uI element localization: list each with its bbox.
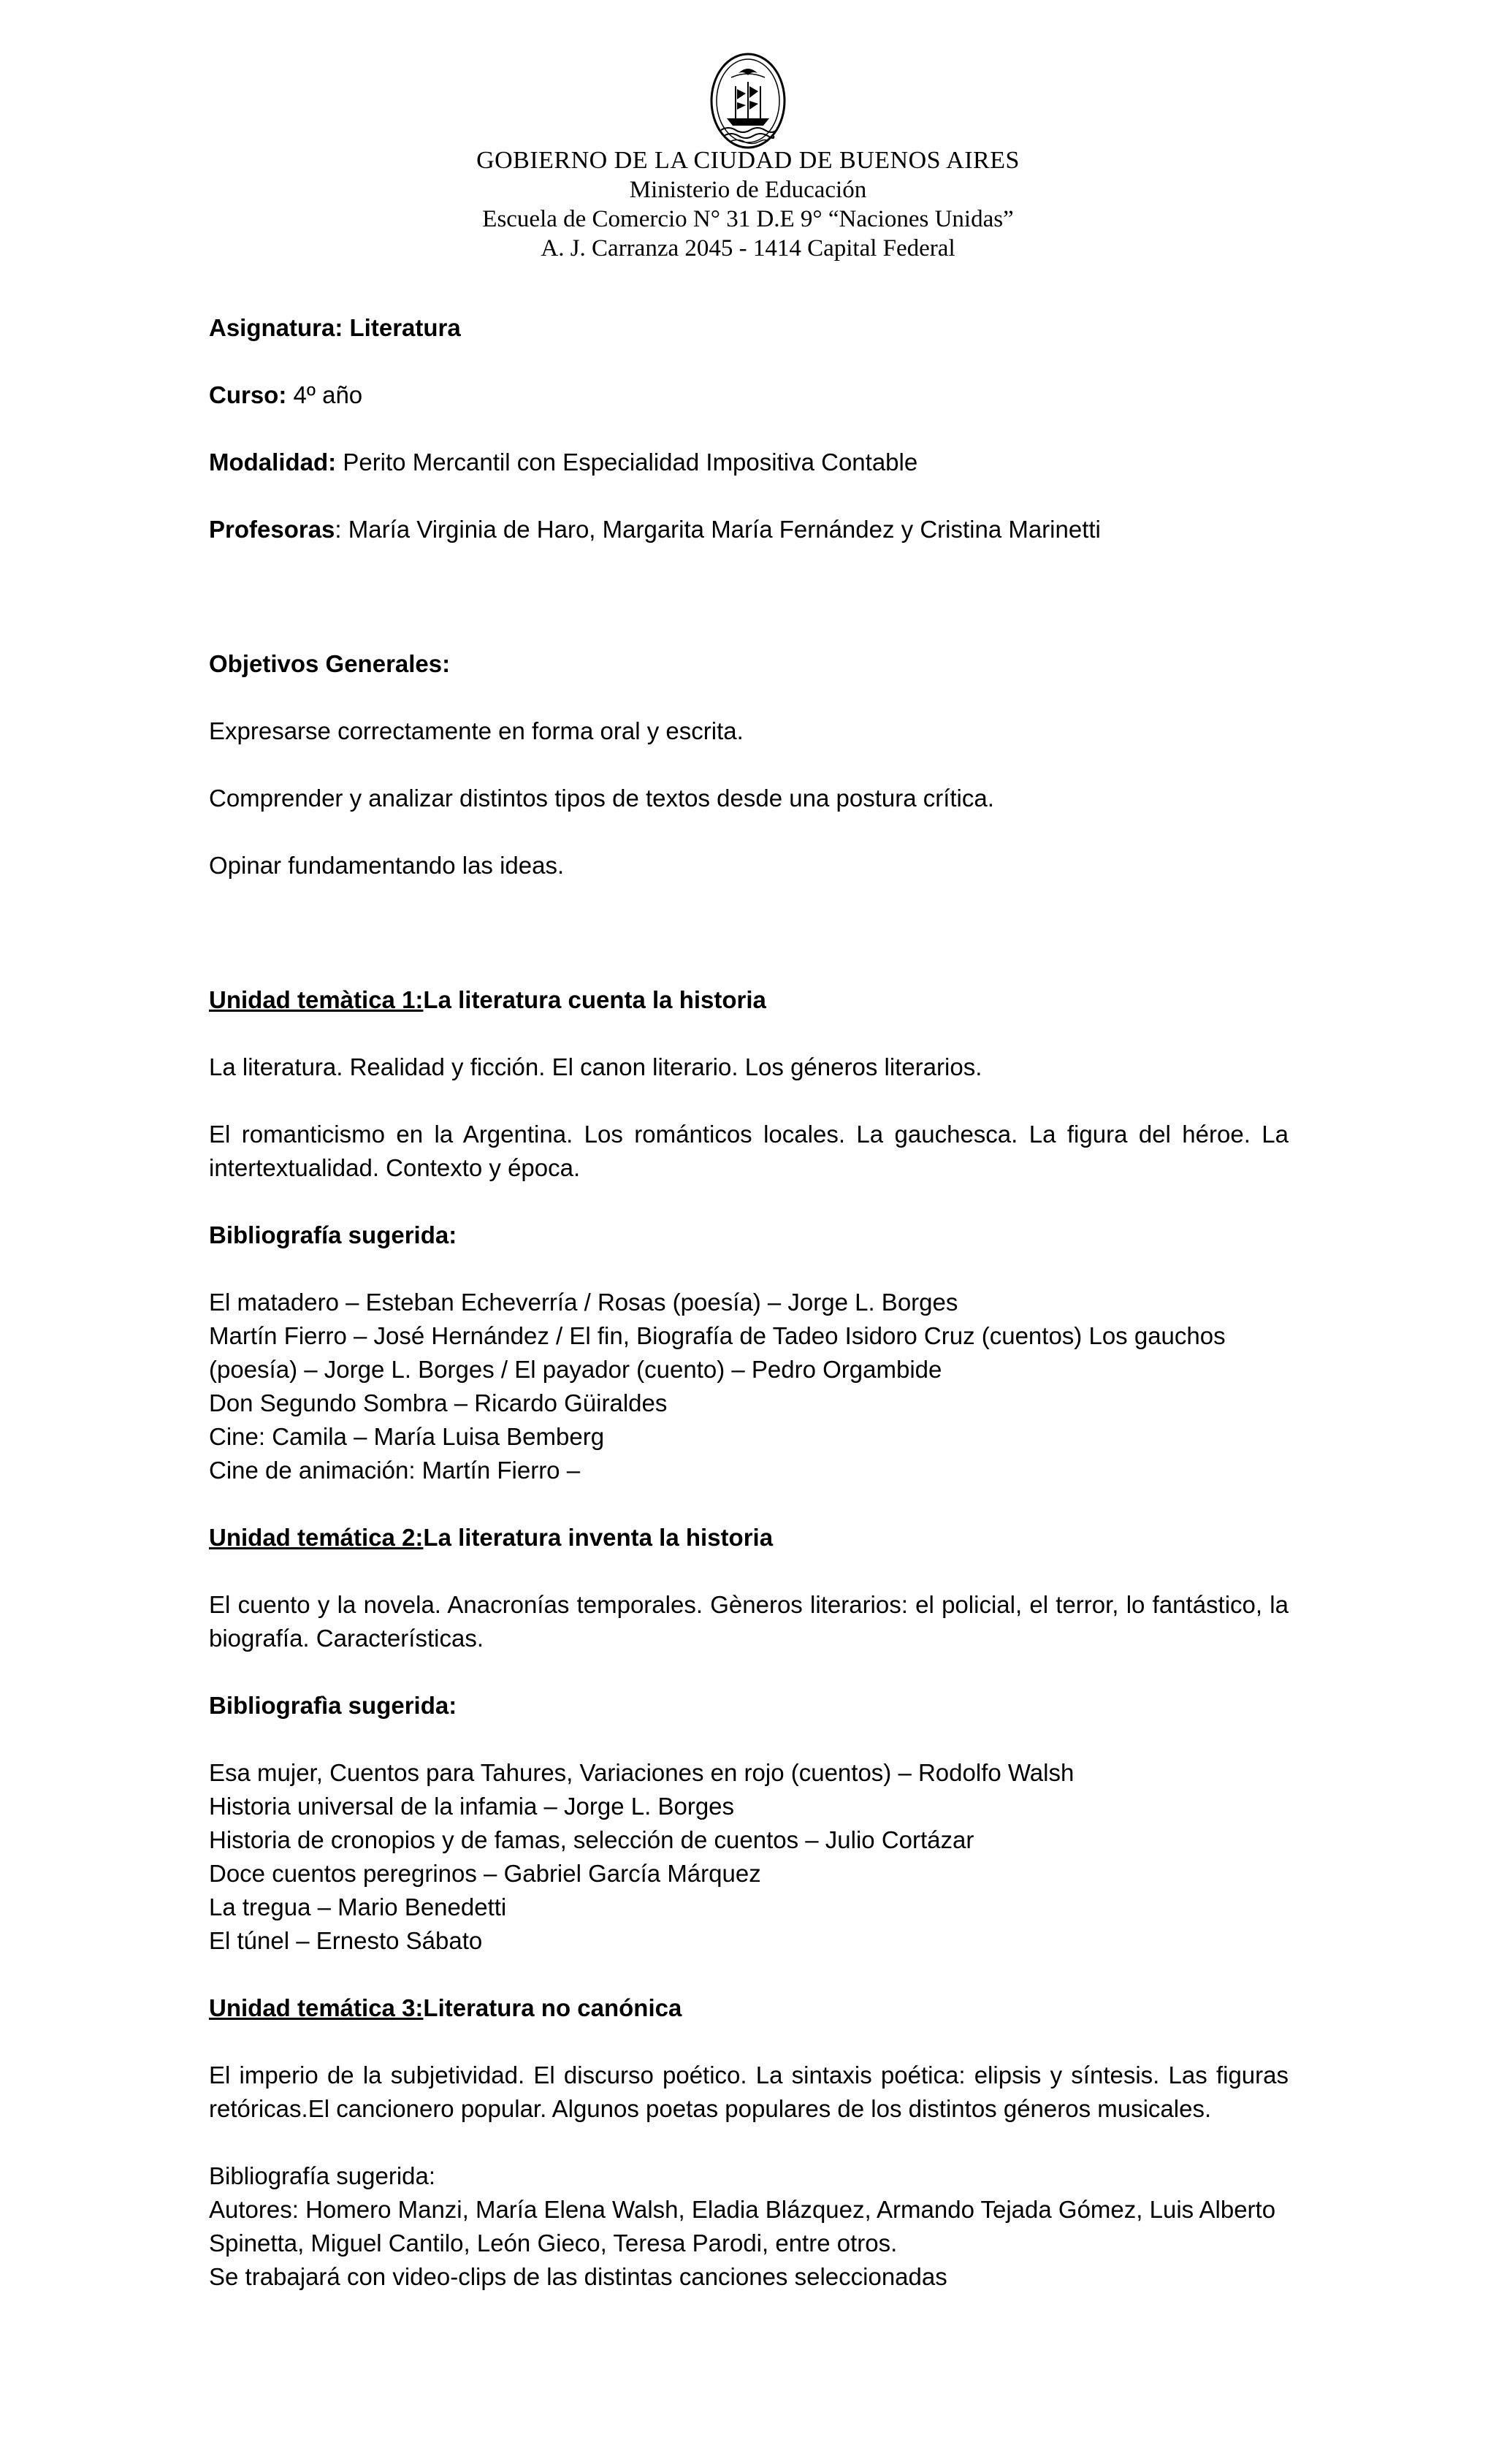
bibliography-item: Historia de cronopios y de famas, selección de cuentos – Julio Cortázar xyxy=(209,1826,974,1853)
ministry-name: Ministerio de Educación xyxy=(629,177,867,203)
subject-line: Asignatura: Literatura xyxy=(209,314,461,341)
objective-item: Expresarse correctamente en forma oral y escrita. xyxy=(209,717,744,744)
unit-1-bibliography-list xyxy=(209,1286,1289,1487)
unit-2-bibliography-list xyxy=(209,1756,1289,1958)
modality-value: Perito Mercantil con Especialidad Impositiva Contable xyxy=(336,449,918,476)
bibliography-item: El túnel – Ernesto Sábato xyxy=(209,1927,483,1954)
unit-2-bibliography-heading: Bibliografìa sugerida: xyxy=(209,1692,457,1719)
teachers-label: Profesoras xyxy=(209,516,335,543)
teachers-line xyxy=(209,513,1289,546)
unit-3-bibliography-heading: Bibliografía sugerida: xyxy=(209,2162,436,2189)
unit-3-paragraph: El imperio de la subjetividad. El discurso poético. La sintaxis poética: elipsis y síntesis. Las figuras retóricas.El cancionero popular. Algunos poetas populares de los distintos géneros musicales. xyxy=(209,2061,1289,2122)
course-label: Curso: xyxy=(209,381,287,408)
letterhead xyxy=(0,146,1496,263)
objective-item: Comprender y analizar distintos tipos de textos desde una postura crítica. xyxy=(209,785,994,812)
unit-3-bibliography-list xyxy=(209,2193,1289,2294)
buenos-aires-coat-of-arms-icon xyxy=(709,51,787,150)
unit-1-paragraph: La literatura. Realidad y ficción. El canon literario. Los géneros literarios. xyxy=(209,1053,982,1080)
bibliography-item: Historia universal de la infamia – Jorge L. Borges xyxy=(209,1793,735,1820)
unit-3-label: Unidad temática 3: xyxy=(209,1994,424,2021)
bibliography-item: Martín Fierro – José Hernández / El fin, Biografía de Tadeo Isidoro Cruz (cuentos) Los gauchos (poesía) – Jorge L. Borges / El payador (cuento) – Pedro Orgambide xyxy=(209,1322,1226,1383)
course-value: 4º año xyxy=(286,381,363,408)
bibliography-item: Doce cuentos peregrinos – Gabriel García Márquez xyxy=(209,1860,761,1887)
bibliography-item: La tregua – Mario Benedetti xyxy=(209,1893,507,1921)
government-name: GOBIERNO DE LA CIUDAD DE BUENOS AIRES xyxy=(476,147,1020,174)
unit-2-label: Unidad temática 2: xyxy=(209,1524,424,1551)
unit-1-paragraph: El romanticismo en la Argentina. Los románticos locales. La gauchesca. La figura del héroe. La intertextualidad. Contexto y época. xyxy=(209,1121,1289,1181)
teachers-value: : María Virginia de Haro, Margarita María Fernández y Cristina Marinetti xyxy=(335,516,1101,543)
unit-3-heading xyxy=(209,1991,1289,2025)
unit-2-heading xyxy=(209,1521,1289,1555)
objective-item: Opinar fundamentando las ideas. xyxy=(209,852,565,879)
bibliography-item: El matadero – Esteban Echeverría / Rosas (poesía) – Jorge L. Borges xyxy=(209,1289,958,1316)
bibliography-item: Cine: Camila – María Luisa Bemberg xyxy=(209,1423,605,1450)
bibliography-item: Cine de animación: Martín Fierro – xyxy=(209,1457,581,1484)
school-address: A. J. Carranza 2045 - 1414 Capital Federal xyxy=(541,235,955,262)
bibliography-item: Don Segundo Sombra – Ricardo Güiraldes xyxy=(209,1389,668,1416)
unit-1-bibliography-heading: Bibliografía sugerida: xyxy=(209,1221,457,1248)
unit-1-title: La literatura cuenta la historia xyxy=(423,986,766,1013)
modality-line xyxy=(209,446,1289,479)
unit-1-heading xyxy=(209,983,1289,1017)
bibliography-item: Autores: Homero Manzi, María Elena Walsh, Eladia Blázquez, Armando Tejada Gómez, Luis Alberto Spinetta, Miguel Cantilo, León Gieco, Teresa Parodi, entre otros. xyxy=(209,2196,1276,2257)
school-name: Escuela de Comercio N° 31 D.E 9° “Naciones Unidas” xyxy=(482,206,1014,232)
unit-3-title: Literatura no canónica xyxy=(423,1994,682,2021)
course-line xyxy=(209,378,1289,412)
unit-2-paragraph: El cuento y la novela. Anacronías temporales. Gèneros literarios: el policial, el terror, lo fantástico, la biografía. Características. xyxy=(209,1591,1289,1652)
bibliography-item: Se trabajará con video-clips de las distintas canciones seleccionadas xyxy=(209,2263,947,2290)
unit-2-title: La literatura inventa la historia xyxy=(423,1524,774,1551)
unit-1-label: Unidad temàtica 1: xyxy=(209,986,424,1013)
objectives-heading: Objetivos Generales: xyxy=(209,650,451,677)
bibliography-item: Esa mujer, Cuentos para Tahures, Variaciones en rojo (cuentos) – Rodolfo Walsh xyxy=(209,1759,1075,1786)
document-body xyxy=(209,311,1289,2294)
modality-label: Modalidad: xyxy=(209,449,337,476)
